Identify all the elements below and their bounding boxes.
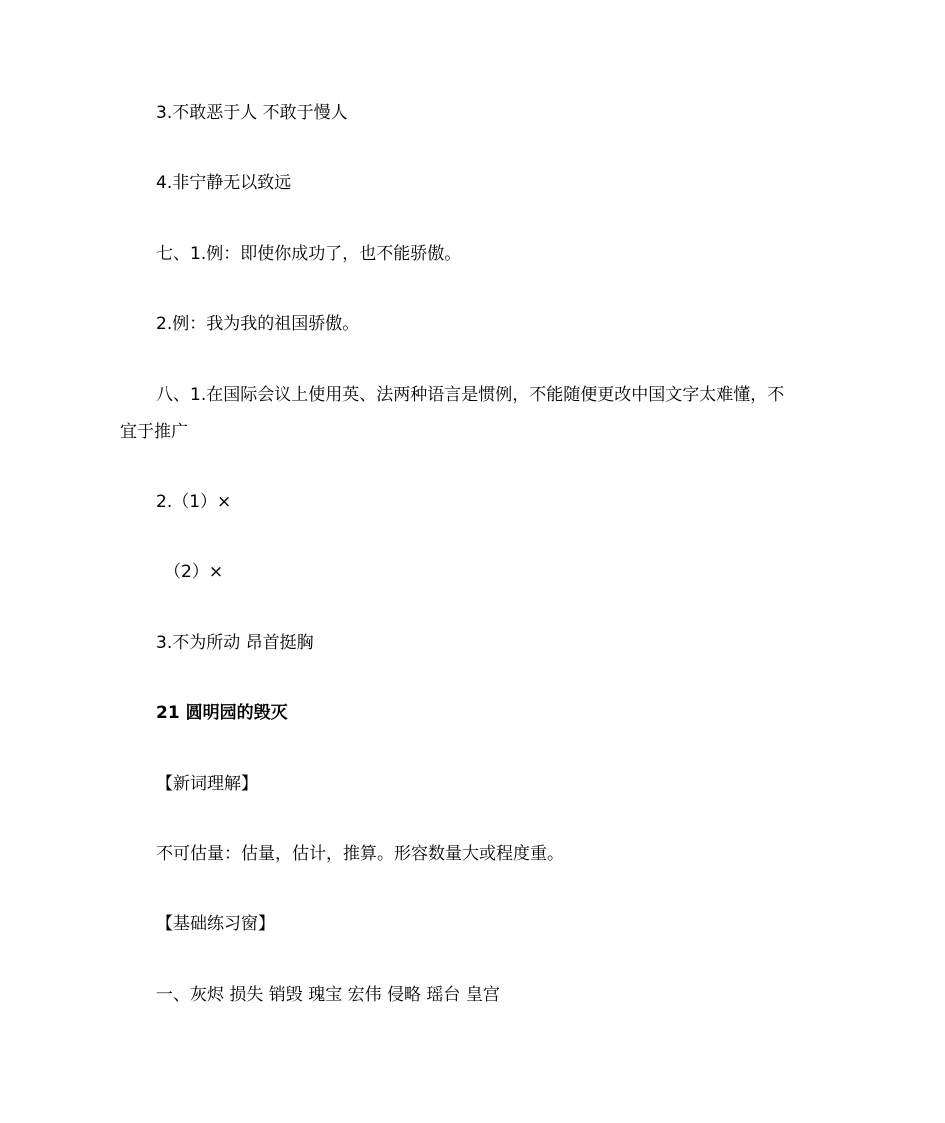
section-heading: 21 圆明园的毁灭 [156, 703, 288, 723]
answer-section-8-line-3: 3.不为所动 昂首挺胸 [156, 633, 314, 653]
answer-section-7-line-1: 七、1.例：即使你成功了，也不能骄傲。 [156, 244, 462, 264]
basic-practice-line: 一、灰烬 损失 销毁 瑰宝 宏伟 侵略 瑶台 皇宫 [156, 985, 500, 1005]
answer-section-7-line-2: 2.例：我为我的祖国骄傲。 [156, 314, 360, 334]
answer-line-4: 4.非宁静无以致远 [156, 173, 292, 193]
new-words-entry: 不可估量：估量，估计，推算。形容数量大或程度重。 [156, 844, 564, 864]
answer-section-8-line-2a: 2.（1）× [156, 492, 232, 512]
answer-section-8-line-1: 八、1.在国际会议上使用英、法两种语言是惯例，不能随便更改中国文字太难懂，不 [156, 385, 785, 405]
answer-line-3: 3.不敢恶于人 不敢于慢人 [156, 103, 348, 123]
answer-section-8-line-1-continuation: 宜于推广 [120, 422, 188, 442]
basic-practice-heading: 【基础练习窗】 [156, 914, 275, 934]
new-words-heading: 【新词理解】 [156, 774, 258, 794]
answer-section-8-line-2b: （2）× [164, 562, 224, 582]
